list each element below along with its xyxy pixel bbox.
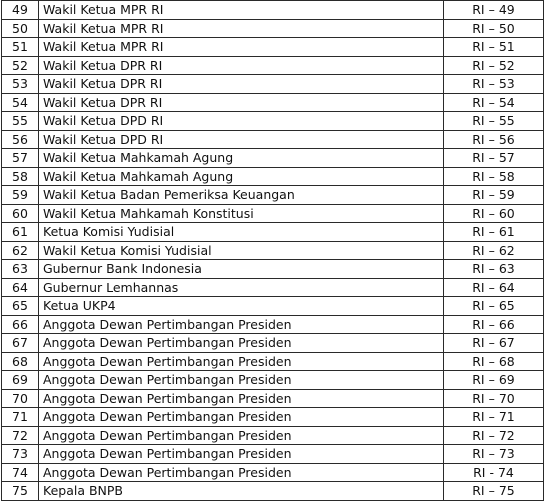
plate-code-cell: RI – 68: [444, 352, 544, 371]
plate-code-cell: RI – 64: [444, 278, 544, 297]
row-number-cell: 56: [2, 130, 39, 149]
table-row: [2, 93, 544, 112]
table-row: [2, 315, 544, 334]
table-row: [2, 482, 544, 501]
position-title-cell: Ketua Komisi Yudisial: [39, 223, 444, 242]
position-title-cell: Anggota Dewan Pertimbangan Presiden: [39, 445, 444, 464]
table-row: [2, 260, 544, 279]
plate-code-cell: RI – 75: [444, 482, 544, 501]
position-title-cell: Wakil Ketua Mahkamah Agung: [39, 167, 444, 186]
table-row: [2, 278, 544, 297]
row-number-cell: 73: [2, 445, 39, 464]
plate-code-cell: RI – 69: [444, 371, 544, 390]
position-title-cell: Anggota Dewan Pertimbangan Presiden: [39, 426, 444, 445]
plate-code-cell: RI – 51: [444, 38, 544, 57]
position-title-cell: Wakil Ketua DPD RI: [39, 130, 444, 149]
row-number-cell: 57: [2, 149, 39, 168]
table-row: [2, 56, 544, 75]
plate-code-cell: RI – 49: [444, 1, 544, 20]
row-number-cell: 72: [2, 426, 39, 445]
position-title-cell: Ketua UKP4: [39, 297, 444, 316]
table-row: [2, 1, 544, 20]
plate-code-cell: RI – 61: [444, 223, 544, 242]
position-title-cell: Wakil Ketua MPR RI: [39, 1, 444, 20]
table-row: [2, 204, 544, 223]
position-title-cell: Wakil Ketua DPR RI: [39, 56, 444, 75]
plate-code-cell: RI - 74: [444, 463, 544, 482]
table-row: [2, 463, 544, 482]
position-title-cell: Anggota Dewan Pertimbangan Presiden: [39, 408, 444, 427]
position-title-cell: Anggota Dewan Pertimbangan Presiden: [39, 463, 444, 482]
row-number-cell: 75: [2, 482, 39, 501]
position-title-cell: Kepala BNPB: [39, 482, 444, 501]
position-title-cell: Anggota Dewan Pertimbangan Presiden: [39, 389, 444, 408]
table-row: [2, 223, 544, 242]
position-title-cell: Wakil Ketua DPR RI: [39, 93, 444, 112]
plate-code-cell: RI – 70: [444, 389, 544, 408]
table-row: [2, 186, 544, 205]
position-title-cell: Wakil Ketua MPR RI: [39, 38, 444, 57]
row-number-cell: 49: [2, 1, 39, 20]
row-number-cell: 50: [2, 19, 39, 38]
row-number-cell: 67: [2, 334, 39, 353]
table-row: [2, 112, 544, 131]
row-number-cell: 59: [2, 186, 39, 205]
position-title-cell: Wakil Ketua Komisi Yudisial: [39, 241, 444, 260]
position-title-cell: Wakil Ketua Mahkamah Konstitusi: [39, 204, 444, 223]
row-number-cell: 54: [2, 93, 39, 112]
row-number-cell: 55: [2, 112, 39, 131]
plate-code-cell: RI – 67: [444, 334, 544, 353]
position-title-cell: Anggota Dewan Pertimbangan Presiden: [39, 352, 444, 371]
table-row: [2, 389, 544, 408]
position-title-cell: Anggota Dewan Pertimbangan Presiden: [39, 315, 444, 334]
row-number-cell: 68: [2, 352, 39, 371]
plate-code-cell: RI – 66: [444, 315, 544, 334]
position-title-cell: Wakil Ketua DPD RI: [39, 112, 444, 131]
row-number-cell: 64: [2, 278, 39, 297]
position-title-cell: Wakil Ketua Mahkamah Agung: [39, 149, 444, 168]
position-title-cell: Gubernur Lemhannas: [39, 278, 444, 297]
row-number-cell: 58: [2, 167, 39, 186]
plate-code-cell: RI – 71: [444, 408, 544, 427]
plate-code-cell: RI – 50: [444, 19, 544, 38]
row-number-cell: 74: [2, 463, 39, 482]
position-title-cell: Wakil Ketua Badan Pemeriksa Keuangan: [39, 186, 444, 205]
plate-code-cell: RI – 73: [444, 445, 544, 464]
position-title-cell: Wakil Ketua MPR RI: [39, 19, 444, 38]
table-row: [2, 352, 544, 371]
plate-code-cell: RI – 52: [444, 56, 544, 75]
table-row: [2, 445, 544, 464]
table-row: [2, 408, 544, 427]
row-number-cell: 65: [2, 297, 39, 316]
table-row: [2, 167, 544, 186]
row-number-cell: 52: [2, 56, 39, 75]
row-number-cell: 61: [2, 223, 39, 242]
plate-code-cell: RI – 53: [444, 75, 544, 94]
table-row: [2, 38, 544, 57]
table-row: [2, 149, 544, 168]
row-number-cell: 70: [2, 389, 39, 408]
plate-code-cell: RI – 60: [444, 204, 544, 223]
table-row: [2, 241, 544, 260]
table-body: [2, 1, 544, 501]
plate-code-cell: RI – 65: [444, 297, 544, 316]
plate-code-cell: RI – 62: [444, 241, 544, 260]
plate-code-cell: RI – 63: [444, 260, 544, 279]
position-title-cell: Anggota Dewan Pertimbangan Presiden: [39, 371, 444, 390]
row-number-cell: 69: [2, 371, 39, 390]
plate-code-cell: RI – 54: [444, 93, 544, 112]
row-number-cell: 62: [2, 241, 39, 260]
row-number-cell: 71: [2, 408, 39, 427]
plate-code-cell: RI – 59: [444, 186, 544, 205]
row-number-cell: 60: [2, 204, 39, 223]
table-row: [2, 371, 544, 390]
row-number-cell: 51: [2, 38, 39, 57]
row-number-cell: 66: [2, 315, 39, 334]
plate-code-cell: RI – 72: [444, 426, 544, 445]
table-row: [2, 130, 544, 149]
row-number-cell: 63: [2, 260, 39, 279]
plate-code-cell: RI – 58: [444, 167, 544, 186]
position-title-cell: Gubernur Bank Indonesia: [39, 260, 444, 279]
table-row: [2, 426, 544, 445]
position-title-cell: Anggota Dewan Pertimbangan Presiden: [39, 334, 444, 353]
table-row: [2, 334, 544, 353]
row-number-cell: 53: [2, 75, 39, 94]
plate-code-cell: RI – 55: [444, 112, 544, 131]
table-row: [2, 19, 544, 38]
table-row: [2, 75, 544, 94]
vehicle-plate-table: [1, 0, 544, 501]
plate-code-cell: RI – 57: [444, 149, 544, 168]
position-title-cell: Wakil Ketua DPR RI: [39, 75, 444, 94]
plate-code-cell: RI – 56: [444, 130, 544, 149]
table-row: [2, 297, 544, 316]
